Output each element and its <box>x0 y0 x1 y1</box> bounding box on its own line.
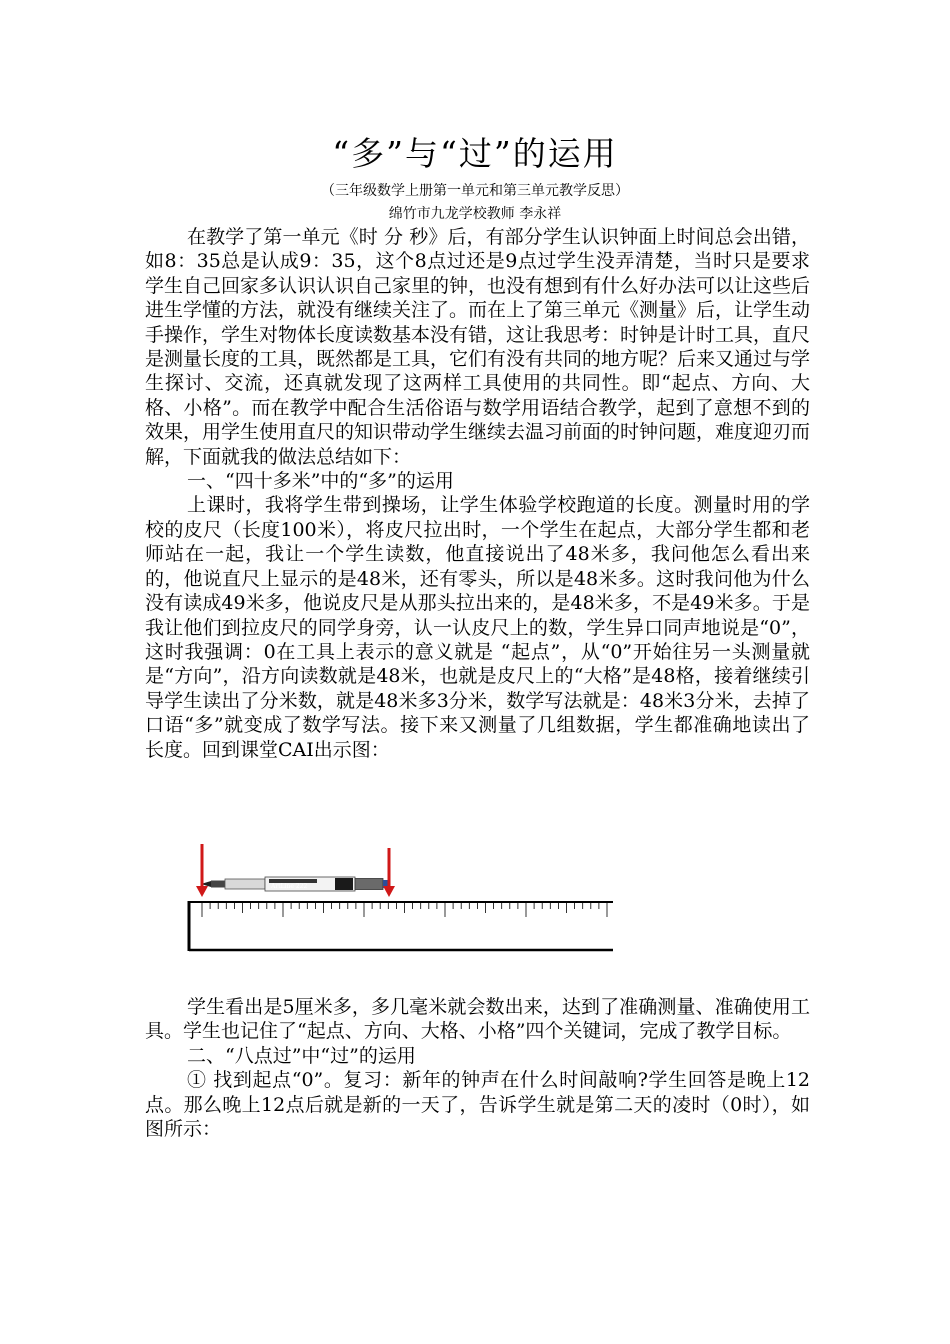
body-text-lower <box>145 995 810 1141</box>
author-line: 绵竹市九龙学校教师 李永祥 <box>388 206 562 222</box>
pen-label: ArtLine 222 <box>271 883 308 890</box>
paragraph-intro: 在教学了第一单元《时 分 秒》后，有部分学生认识钟面上时间总会出错，如8：35总是认成9：35，这个8点过还是9点过学生没弄清楚，当时只是要求学生自己回家多认识认识自己家里的钟，也没有想到有什么好办法可以让这些后进生学懂的方法，就没有继续关注了。而在上了第三单元《测量》后，让学生动手操作，学生对物体长度读数基本没有错，这让我思考：时钟是计时工具，直尺是测量长度的工具，既然都是工具，它们有没有共同的地方呢？后来又通过与学生探讨、交流，还真就发现了这两样工具使用的共同性。即“起点、方向、大格、小格”。而在教学中配合生活俗语与数学用语结合教学，起到了意想不到的效果，用学生使用直尺的知识带动学生继续去温习前面的时钟问题，难度迎刃而解，下面就我的做法总结如下： <box>145 226 811 468</box>
document-title: “多”与“过”的运用 <box>332 134 618 173</box>
end-arrow <box>383 848 395 897</box>
start-arrow <box>196 844 208 897</box>
paragraph-section-1: 上课时，我将学生带到操场，让学生体验学校跑道的长度。测量时用的学校的皮尺（长度100米），将皮尺拉出时，一个学生在起点，大部分学生都和老师站在一起，我让一个学生读数，他直接说出了48米多，我问他怎么看出来的，他说直尺上显示的是48米，还有零头，所以是48米多。这时我问他为什么没有读成49米多，他说皮尺是从那头拉出来的，是48米多，不是49米多。于是我让他们到拉皮尺的同学身旁，认一认皮尺上的数，学生异口同声地说是“0”，这时我强调：0在工具上表示的意义就是 “起点”，从“0”开始往另一头测量就是“方向”，沿方向读数就是48米，也就是皮尺上的“大格”是48格，接着继续引导学生读出了分米数，就是48米多3分米，数学写法就是：48米3分米，去掉了口语“多”就变成了数学写法。接下来又测量了几组数据，学生都准确地读出了长度。回到课堂CAI出示图： <box>145 494 810 761</box>
section-heading-1: 一、“四十多米”中的“多”的运用 <box>187 470 454 493</box>
ruler-pen-figure <box>185 840 615 955</box>
section-heading-2: 二、“八点过”中“过”的运用 <box>187 1044 416 1067</box>
paragraph-result: 学生看出是5厘米多，多几毫米就会数出来，达到了准确测量、准确使用工具。学生也记住了“起点、方向、大格、小格”四个关键词，完成了教学目标。 <box>145 996 810 1043</box>
ruler-ticks <box>202 903 607 917</box>
pen <box>201 877 389 891</box>
document-subtitle: （三年级数学上册第一单元和第三单元教学反思） <box>321 183 629 199</box>
body-text-upper <box>145 225 810 762</box>
ruler <box>189 901 613 951</box>
paragraph-section-2: ① 找到起点“0”。复习：新年的钟声在什么时间敲响?学生回答是晚上12点。那么晚上12点后就是新的一天了，告诉学生就是第二天的凌时（0时），如图所示： <box>145 1069 810 1141</box>
